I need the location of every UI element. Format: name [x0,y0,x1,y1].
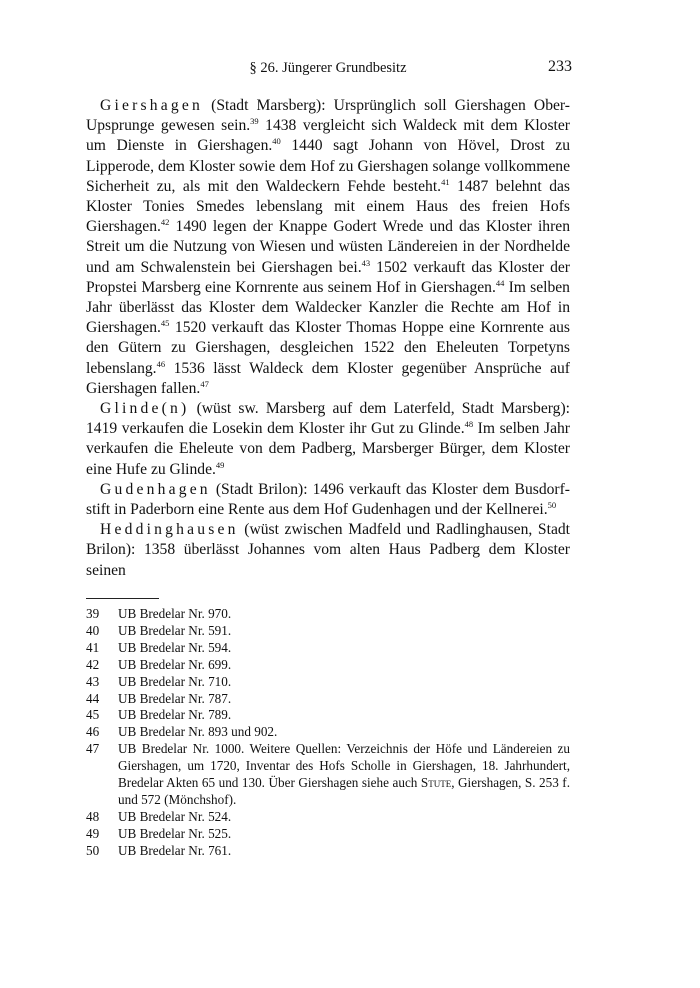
page-number: 233 [548,58,572,75]
footnote-text: UB Bredelar Nr. 970. [118,606,232,621]
footnote [86,606,570,623]
place-name: Giershagen [100,97,204,114]
footnote-text: UB Bredelar Nr. 1000. Weitere Quellen: Verzeichnis der Höfe und Ländereien zu Giershagen, um 1720, Inventar des Hofs Scholle in Giershagen, 18. Jahrhundert, Bredelar Akten 65 und 130. Über Giershagen siehe auch Stute, Giershagen, S. 253 f. und 572 (Mönchshof). [118,741,571,807]
footnote-ref: 43 [361,257,371,268]
footnote-number: 46 [86,724,100,740]
paragraph [86,96,570,399]
footnote-ref: 44 [495,277,505,288]
footnote [86,640,570,657]
footnote-text: UB Bredelar Nr. 787. [118,690,232,706]
footnote [86,707,570,724]
paragraph-text: Im selben Jahr überlässt das Kloster dem Waldecker Kanzler die Rechte am Hof in Giershagen. [86,278,570,337]
footnote [86,843,570,860]
place-name: Gudenhagen [100,480,211,498]
footnote-number: 45 [86,707,100,723]
page [86,58,570,581]
footnote-rule [86,598,159,599]
running-head [86,58,570,80]
footnote [86,674,570,691]
footnote [86,657,570,674]
footnote-number: 41 [86,639,100,655]
footnote-ref: 48 [464,419,474,430]
paragraph [86,480,570,520]
footnote-author: Stute [420,775,452,791]
paragraph-text: 1520 verkauft das Kloster Thomas Hoppe eine Kornrente aus den Gütern zu Giershagen, desgleichen 1522 den Eheleuten Torpetyns lebenslang. [86,319,570,377]
footnote-text: UB Bredelar Nr. 893 und 902. [118,724,278,740]
footnote-text: UB Bredelar Nr. 761. [118,842,232,858]
paragraph [86,399,570,480]
footnote [86,691,570,708]
footnote-ref: 42 [160,217,170,228]
paragraph-text: (Stadt Brilon): 1496 verkauft das Kloster dem Busdorf-stift in Paderborn eine Rente aus dem Hof Gudenhagen und der Kellnerei. [86,480,570,519]
paragraph-text: (Stadt Marsberg): Ursprünglich soll Giershagen Ober-Upsprunge gewesen sein. [86,97,570,135]
footnote-number: 40 [86,622,100,638]
footnote-ref: 39 [250,116,259,127]
footnote-text: UB Bredelar Nr. 699. [118,656,232,672]
footnote-ref: 40 [272,136,281,147]
paragraph-text: 1440 sagt Johann von Hövel, Drost zu Lipperode, dem Kloster sowie dem Hof zu Giershagen solange vollkommene Sicherheit zu, als mit den Waldeckern Fehde besteht. [86,137,570,195]
footnote-ref: 41 [441,176,450,187]
footnote-number: 39 [86,606,100,621]
place-name: Glinde(n) [100,400,190,418]
footnote-number: 47 [86,741,100,757]
paragraph-text: Im selben Jahr verkaufen die Eheleute von dem Padberg, Marsberger Bürger, dem Kloster eine Hufe zu Glinde. [86,420,570,478]
footnote [86,826,570,843]
footnote [86,809,570,826]
footnote-number: 44 [86,690,100,706]
running-title: § 26. Jüngerer Grundbesitz [249,60,407,76]
footnote-ref: 45 [160,318,170,329]
place-name: Heddinghausen [100,521,239,539]
footnote-ref: 50 [547,500,557,511]
paragraph-text: 1490 legen der Knappe Godert Wrede und das Kloster ihren Streit um die Nutzung von Wiesen und wüsten Ländereien in der Nordhelde und am Schwalenstein bei Giershagen bei. [86,218,570,276]
footnote [86,724,570,741]
footnote-number: 43 [86,673,100,689]
footnote-number: 50 [86,842,100,858]
footnote [86,741,570,809]
footnote-text: UB Bredelar Nr. 710. [118,673,232,689]
footnotes [86,598,570,860]
paragraph-text: 1438 vergleicht sich Waldeck mit dem Kloster um Dienste in Giershagen. [86,117,570,155]
footnote-number: 48 [86,808,100,824]
footnote-number: 49 [86,825,100,841]
paragraph-text: 1536 lässt Waldeck dem Kloster gegenüber Ansprüche auf Giershagen fallen. [86,359,570,397]
footnote-ref: 47 [200,378,209,389]
paragraph [86,520,570,581]
footnote-ref: 49 [215,459,225,470]
footnote-text: UB Bredelar Nr. 594. [118,639,232,655]
paragraph-text: 1502 verkauft das Kloster der Propstei Marsberg eine Kornrente aus seinem Hof in Giershagen. [86,258,570,296]
paragraph-text: 1487 belehnt das Kloster Tonies Smedes lebenslang mit einem Haus des freien Hofs Giershagen. [86,177,570,236]
paragraph-text: (wüst sw. Marsberg auf dem Laterfeld, Stadt Marsberg): 1419 verkaufen die Losekin dem Kloster ihr Gut zu Glinde. [86,400,570,438]
footnote [86,623,570,640]
footnote-text: UB Bredelar Nr. 789. [118,707,232,723]
footnote-number: 42 [86,656,100,672]
footnote-text: UB Bredelar Nr. 591. [118,622,232,638]
body-text [86,96,570,581]
footnote-text: UB Bredelar Nr. 524. [118,808,232,824]
paragraph-text: (wüst zwischen Madfeld und Radlinghausen, Stadt Brilon): 1358 überlässt Johannes vom alten Haus Padberg dem Kloster seinen [86,521,570,579]
footnote-ref: 46 [156,358,166,369]
footnote-text: UB Bredelar Nr. 525. [118,825,232,841]
